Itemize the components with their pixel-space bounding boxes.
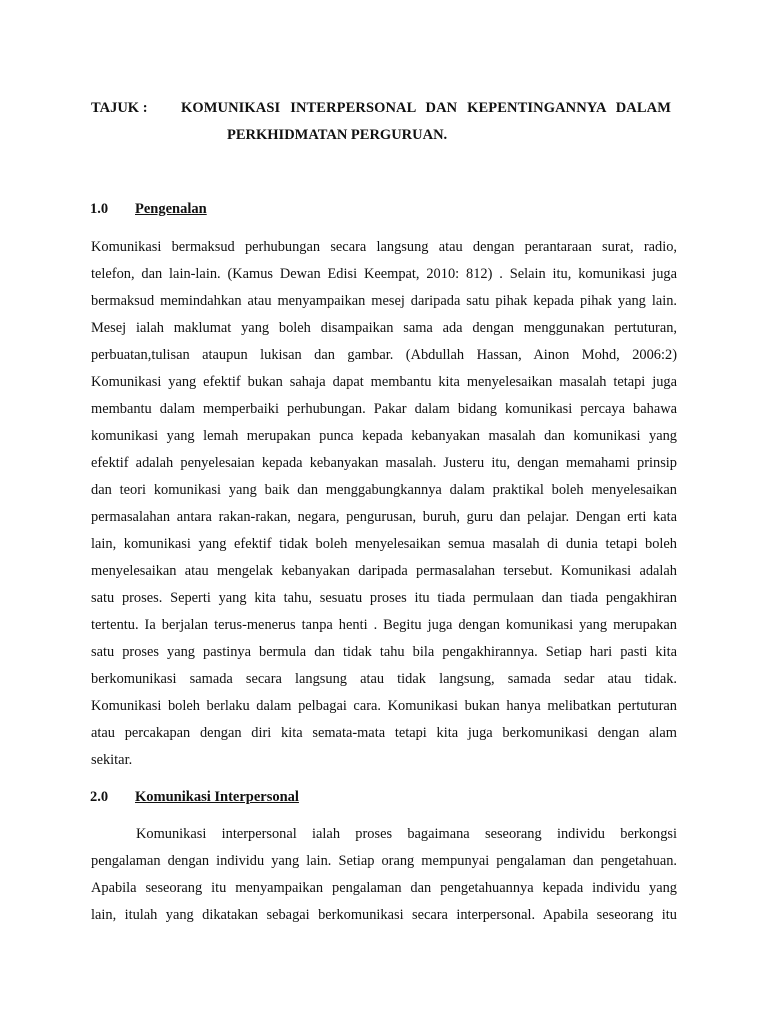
paragraph-line: tertentu. Ia berjalan terus-menerus tanpa henti . Begitu juga dengan komunikasi yang merupakan bbox=[91, 617, 677, 633]
paragraph-line: atau percakapan dengan diri kita semata-mata tetapi kita juga berkomunikasi dengan alam bbox=[91, 725, 677, 741]
paragraph-pengenalan bbox=[91, 234, 677, 774]
paragraph-line: Mesej ialah maklumat yang boleh disampaikan sama ada dengan menggunakan pertuturan, bbox=[91, 320, 677, 336]
title-label: TAJUK : bbox=[91, 100, 148, 116]
section-number: 2.0 bbox=[90, 789, 109, 805]
section-heading-komunikasi-interpersonal bbox=[90, 787, 299, 807]
paragraph-line: pengalaman dengan individu yang lain. Setiap orang mempunyai pengalaman dan pengetahuan. bbox=[91, 853, 677, 869]
paragraph-line: lain, itulah yang dikatakan sebagai berkomunikasi secara interpersonal. Apabila seseorang itu bbox=[91, 907, 677, 923]
paragraph-line: Komunikasi yang efektif bukan sahaja dapat membantu kita menyelesaikan masalah tetapi juga bbox=[91, 374, 677, 390]
title-line-1: KOMUNIKASI INTERPERSONAL DAN KEPENTINGANNYA DALAM bbox=[181, 100, 671, 116]
paragraph-line: satu proses. Seperti yang kita tahu, sesuatu proses itu tiada permulaan dan tiada pengakhiran bbox=[91, 590, 677, 606]
section-number: 1.0 bbox=[90, 201, 109, 217]
paragraph-line: Komunikasi bermaksud perhubungan secara langsung atau dengan perantaraan surat, radio, bbox=[91, 239, 677, 255]
section-title: Pengenalan bbox=[135, 201, 207, 217]
paragraph-line: satu proses yang pastinya bermula dan tidak tahu bila pengakhirannya. Setiap hari pasti kita bbox=[91, 644, 677, 660]
title-line-2: PERKHIDMATAN PERGURUAN. bbox=[227, 127, 448, 143]
paragraph-line: berkomunikasi samada secara langsung atau tidak langsung, samada sedar atau tidak. bbox=[91, 671, 677, 687]
paragraph-komunikasi-interpersonal bbox=[91, 821, 677, 929]
paragraph-line: dan teori komunikasi yang baik dan menggabungkannya dalam praktikal boleh menyelesaikan bbox=[91, 482, 677, 498]
paragraph-line: Komunikasi interpersonal ialah proses bagaimana seseorang individu berkongsi bbox=[136, 826, 677, 842]
paragraph-line: membantu dalam memperbaiki perhubungan. Pakar dalam bidang komunikasi percaya bahawa bbox=[91, 401, 677, 417]
paragraph-line: lain, komunikasi yang efektif tidak boleh menyelesaikan semua masalah di dunia tetapi boleh bbox=[91, 536, 677, 552]
paragraph-line: komunikasi yang lemah merupakan punca kepada kebanyakan masalah dan komunikasi yang bbox=[91, 428, 677, 444]
paragraph-line: Apabila seseorang itu menyampaikan pengalaman dan pengetahuannya kepada individu yang bbox=[91, 880, 677, 896]
section-title: Komunikasi Interpersonal bbox=[135, 789, 299, 805]
paragraph-line: Komunikasi boleh berlaku dalam pelbagai cara. Komunikasi bukan hanya melibatkan pertuturan bbox=[91, 698, 677, 714]
paragraph-line: bermaksud memindahkan atau menyampaikan mesej daripada satu pihak kepada pihak yang lain. bbox=[91, 293, 677, 309]
paragraph-line: telefon, dan lain-lain. (Kamus Dewan Edisi Keempat, 2010: 812) . Selain itu, komunikasi juga bbox=[91, 266, 677, 282]
paragraph-line: menyelesaikan atau mengelak kebanyakan daripada permasalahan tersebut. Komunikasi adalah bbox=[91, 563, 677, 579]
paragraph-line: sekitar. bbox=[91, 752, 133, 768]
paragraph-line: efektif adalah penyelesaian kepada kebanyakan masalah. Justeru itu, dengan memahami prinsip bbox=[91, 455, 677, 471]
section-heading-pengenalan bbox=[90, 199, 207, 219]
paragraph-line: permasalahan antara rakan-rakan, negara, pengurusan, buruh, guru dan pelajar. Dengan erti kata bbox=[91, 509, 677, 525]
paragraph-line: perbuatan,tulisan ataupun lukisan dan gambar. (Abdullah Hassan, Ainon Mohd, 2006:2) bbox=[91, 347, 677, 363]
